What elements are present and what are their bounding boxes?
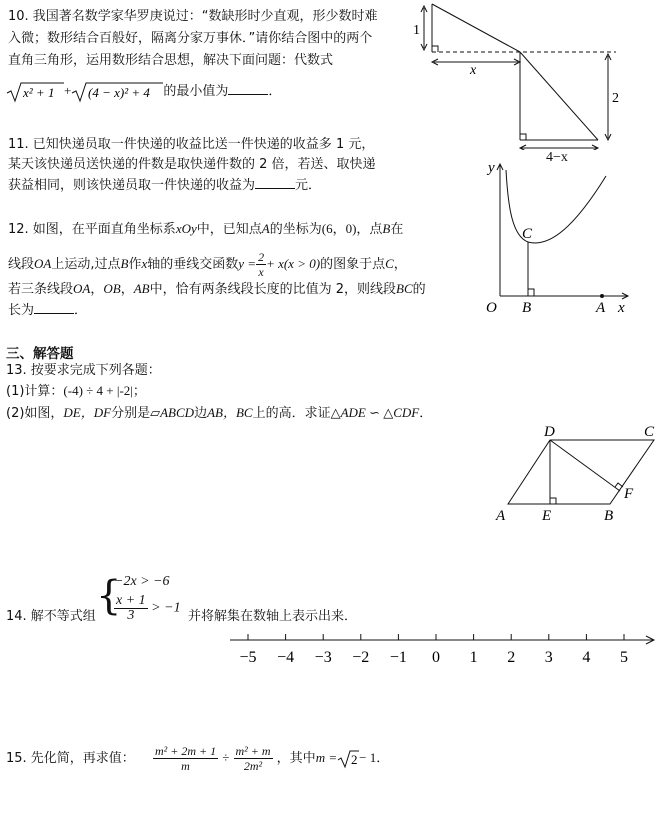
q15-f2-num: m² + m [235, 744, 271, 758]
q12-graph-y: y [488, 160, 495, 176]
q10-line3: 直角三角形，运用数形结合思想，解决下面问题：代数式 [8, 53, 334, 68]
q12-l3b: 中，恰有两条线段长度的比值为 2，则线段 [149, 282, 397, 297]
q13-p2c: 边 [194, 406, 208, 421]
q10-fig-label-4x: 4−x [546, 150, 568, 165]
number-line-tick-label: 1 [469, 649, 478, 666]
q12-l2f: ， [393, 257, 407, 272]
q12-B2: B [120, 256, 129, 271]
q12-func-tail: + x(x > 0) [266, 256, 321, 271]
section-title: 三、解答题 [6, 346, 74, 362]
q14-label: 14. 解不等式组 [6, 609, 96, 624]
q15-minus1: − 1 [359, 750, 377, 765]
q12-p4: ，点 [356, 222, 383, 237]
q11-line2: 某天该快递员送快递的件数是取快递件数的 2 倍，若送、取快递 [8, 157, 376, 172]
q12-p1: 12. 如图，在平面直角坐标系 [8, 222, 176, 237]
q15-line [6, 744, 389, 773]
q12-graph-O: O [486, 300, 497, 316]
q13-proof: △ADE ∽ △CDF [330, 405, 420, 420]
q15-frac2 [234, 744, 273, 773]
q14-ineq2-frac [114, 594, 148, 623]
q13-part1 [6, 380, 146, 402]
q10-sqrt-b [71, 81, 163, 103]
q13-fig-D: D [544, 424, 555, 440]
q13-part2 [6, 402, 432, 424]
q13-parallelogram-symbol: ▱ [150, 406, 161, 421]
q12-l2a: 线段 [8, 257, 35, 272]
q10-expr-a: x² + 1 [23, 84, 55, 100]
q12-l3c: 的 [412, 282, 426, 297]
q12-seg3: AB [133, 281, 150, 296]
q13-fig-C: C [644, 424, 655, 440]
q12-BC: BC [396, 281, 413, 296]
q13-DE-DF: DE，DF [63, 405, 112, 420]
q12-line1 [8, 218, 403, 240]
q13-p1b: ； [132, 384, 146, 399]
q15-frac1 [153, 744, 218, 773]
q15-mid: ，其中 [276, 751, 316, 766]
q13-p2a: (2)如图， [6, 406, 64, 421]
q13-p2e: ． [419, 406, 433, 421]
q15-sqrt [337, 749, 359, 769]
q14-ineq2-rhs: > −1 [151, 600, 181, 616]
q12-line3 [8, 278, 426, 300]
q12-x: x [141, 256, 148, 271]
q10-figure [410, 0, 630, 150]
q15-label: 15. 先化简，再求值： [6, 751, 135, 766]
number-line-tick-label: −3 [314, 649, 332, 666]
q12-l2d: 轴的垂线交函数 [147, 257, 239, 272]
q12-l2e: 的图象于点 [320, 257, 386, 272]
number-line-tick-label: 5 [620, 649, 628, 666]
q12-graph-B: B [522, 300, 532, 316]
q12-period: ． [74, 303, 88, 318]
q13-p2b: 分别是 [111, 406, 151, 421]
q15-f1-num: m² + 2m + 1 [154, 744, 217, 758]
q13-figure [490, 420, 660, 530]
q12-func-num: 2 [258, 250, 265, 264]
q10-fig-label-2: 2 [612, 91, 619, 106]
q13-p2d: 上的高．求证 [252, 406, 331, 421]
q13-fig-A: A [496, 508, 506, 524]
q12-graph-x: x [618, 300, 625, 316]
q10-expression: x² + 1 + (4 − x)² + 4 的最小值为 ． [6, 80, 281, 103]
q12-p5: 在 [390, 222, 404, 237]
q12-answer-blank[interactable] [34, 312, 74, 314]
q12-graph [470, 156, 640, 316]
q10-tail: 的最小值为 [163, 84, 229, 99]
q12-l2c: 作 [128, 257, 142, 272]
number-line-tick-label: 2 [507, 649, 516, 666]
q11-answer-blank[interactable] [255, 187, 295, 189]
number-line-tick-label: −2 [352, 649, 370, 666]
number-line-tick-label: −5 [239, 649, 257, 666]
q11-line3 [8, 175, 321, 196]
q12-l4: 长为 [8, 303, 35, 318]
q12-A: A [261, 221, 270, 236]
q13-p1expr: (-4) ÷ 4 + |-2| [63, 383, 133, 398]
q12-xoy: xOy [175, 221, 197, 236]
q12-coordA: (6，0) [321, 221, 357, 236]
q10-expr-b: (4 − x)² + 4 [88, 84, 151, 100]
number-line-tick-label: −1 [389, 649, 407, 666]
q12-func-frac [256, 250, 266, 279]
q12-func-y: y = [238, 256, 257, 271]
q15-div: ÷ [222, 750, 230, 765]
q10-sqrt-a [6, 81, 64, 103]
q12-comma2: ， [120, 282, 134, 297]
q14-ineq2 [114, 594, 181, 623]
q14-brace: { [96, 573, 122, 619]
q12-func-den: x [258, 265, 264, 279]
q13-fig-F: F [624, 486, 634, 502]
number-line-tick-label: 3 [544, 649, 553, 666]
q13-fig-E: E [542, 508, 552, 524]
q12-B: B [382, 221, 391, 236]
q12-comma1: ， [90, 282, 104, 297]
q10-line2: 入微；数形结合百般好，隔离分家万事休．”请你结合图中的两个 [8, 31, 373, 46]
q12-C: C [385, 256, 394, 271]
q10-fig-label-1: 1 [413, 23, 420, 38]
q10-period: ． [268, 84, 282, 99]
q13-fig-B: B [604, 508, 614, 524]
q15-sqrt-arg: 2 [351, 751, 358, 767]
q14-tail: 并将解集在数轴上表示出来． [188, 609, 358, 624]
number-line-tick-label: 4 [582, 649, 591, 666]
q12-seg2: OB [103, 281, 121, 296]
q13-AB-BC: AB，BC [207, 405, 253, 420]
q12-p3: 的坐标为 [269, 222, 322, 237]
q15-period: ． [376, 751, 390, 766]
q10-fig-label-x: x [470, 63, 477, 78]
q14-ineq2-den: 3 [127, 608, 135, 623]
q11-line3-text: 获益相同，则该快递员取一件快递的收益为 [8, 178, 256, 193]
number-line-tick-label: −4 [277, 649, 295, 666]
q15-f2-den: 2m² [243, 759, 263, 773]
q11-line1: 11. 已知快递员取一件快递的收益比送一件快递的收益多 1 元， [8, 137, 375, 152]
q14-ineq2-num: x + 1 [116, 593, 146, 608]
q13-p1a: (1)计算： [6, 384, 64, 399]
q10-line1: 10. 我国著名数学家华罗庚说过：“数缺形时少直观，形少数时难 [8, 9, 378, 24]
q12-line4 [8, 300, 87, 321]
q10-answer-blank[interactable] [228, 93, 268, 95]
q14-number-line [228, 630, 658, 670]
q11-unit: 元． [295, 178, 322, 193]
q12-line2 [8, 250, 407, 279]
q12-l3a: 若三条线段 [8, 282, 74, 297]
q15-f1-den: m [181, 759, 190, 773]
number-line-tick-label: 0 [432, 649, 440, 666]
q12-OA: OA [34, 256, 52, 271]
q12-l2b: 上运动,过点 [51, 257, 121, 272]
q12-seg1: OA [73, 281, 91, 296]
q12-graph-C: C [522, 226, 533, 242]
q14-ineq1: −2x > −6 [114, 574, 170, 589]
q13-title: 13. 按要求完成下列各题： [6, 363, 161, 378]
q13-ABCD: ABCD [160, 405, 195, 420]
q15-m-eq: m = [315, 750, 338, 765]
q12-p2: 中，已知点 [196, 222, 262, 237]
q12-graph-A: A [596, 300, 606, 316]
